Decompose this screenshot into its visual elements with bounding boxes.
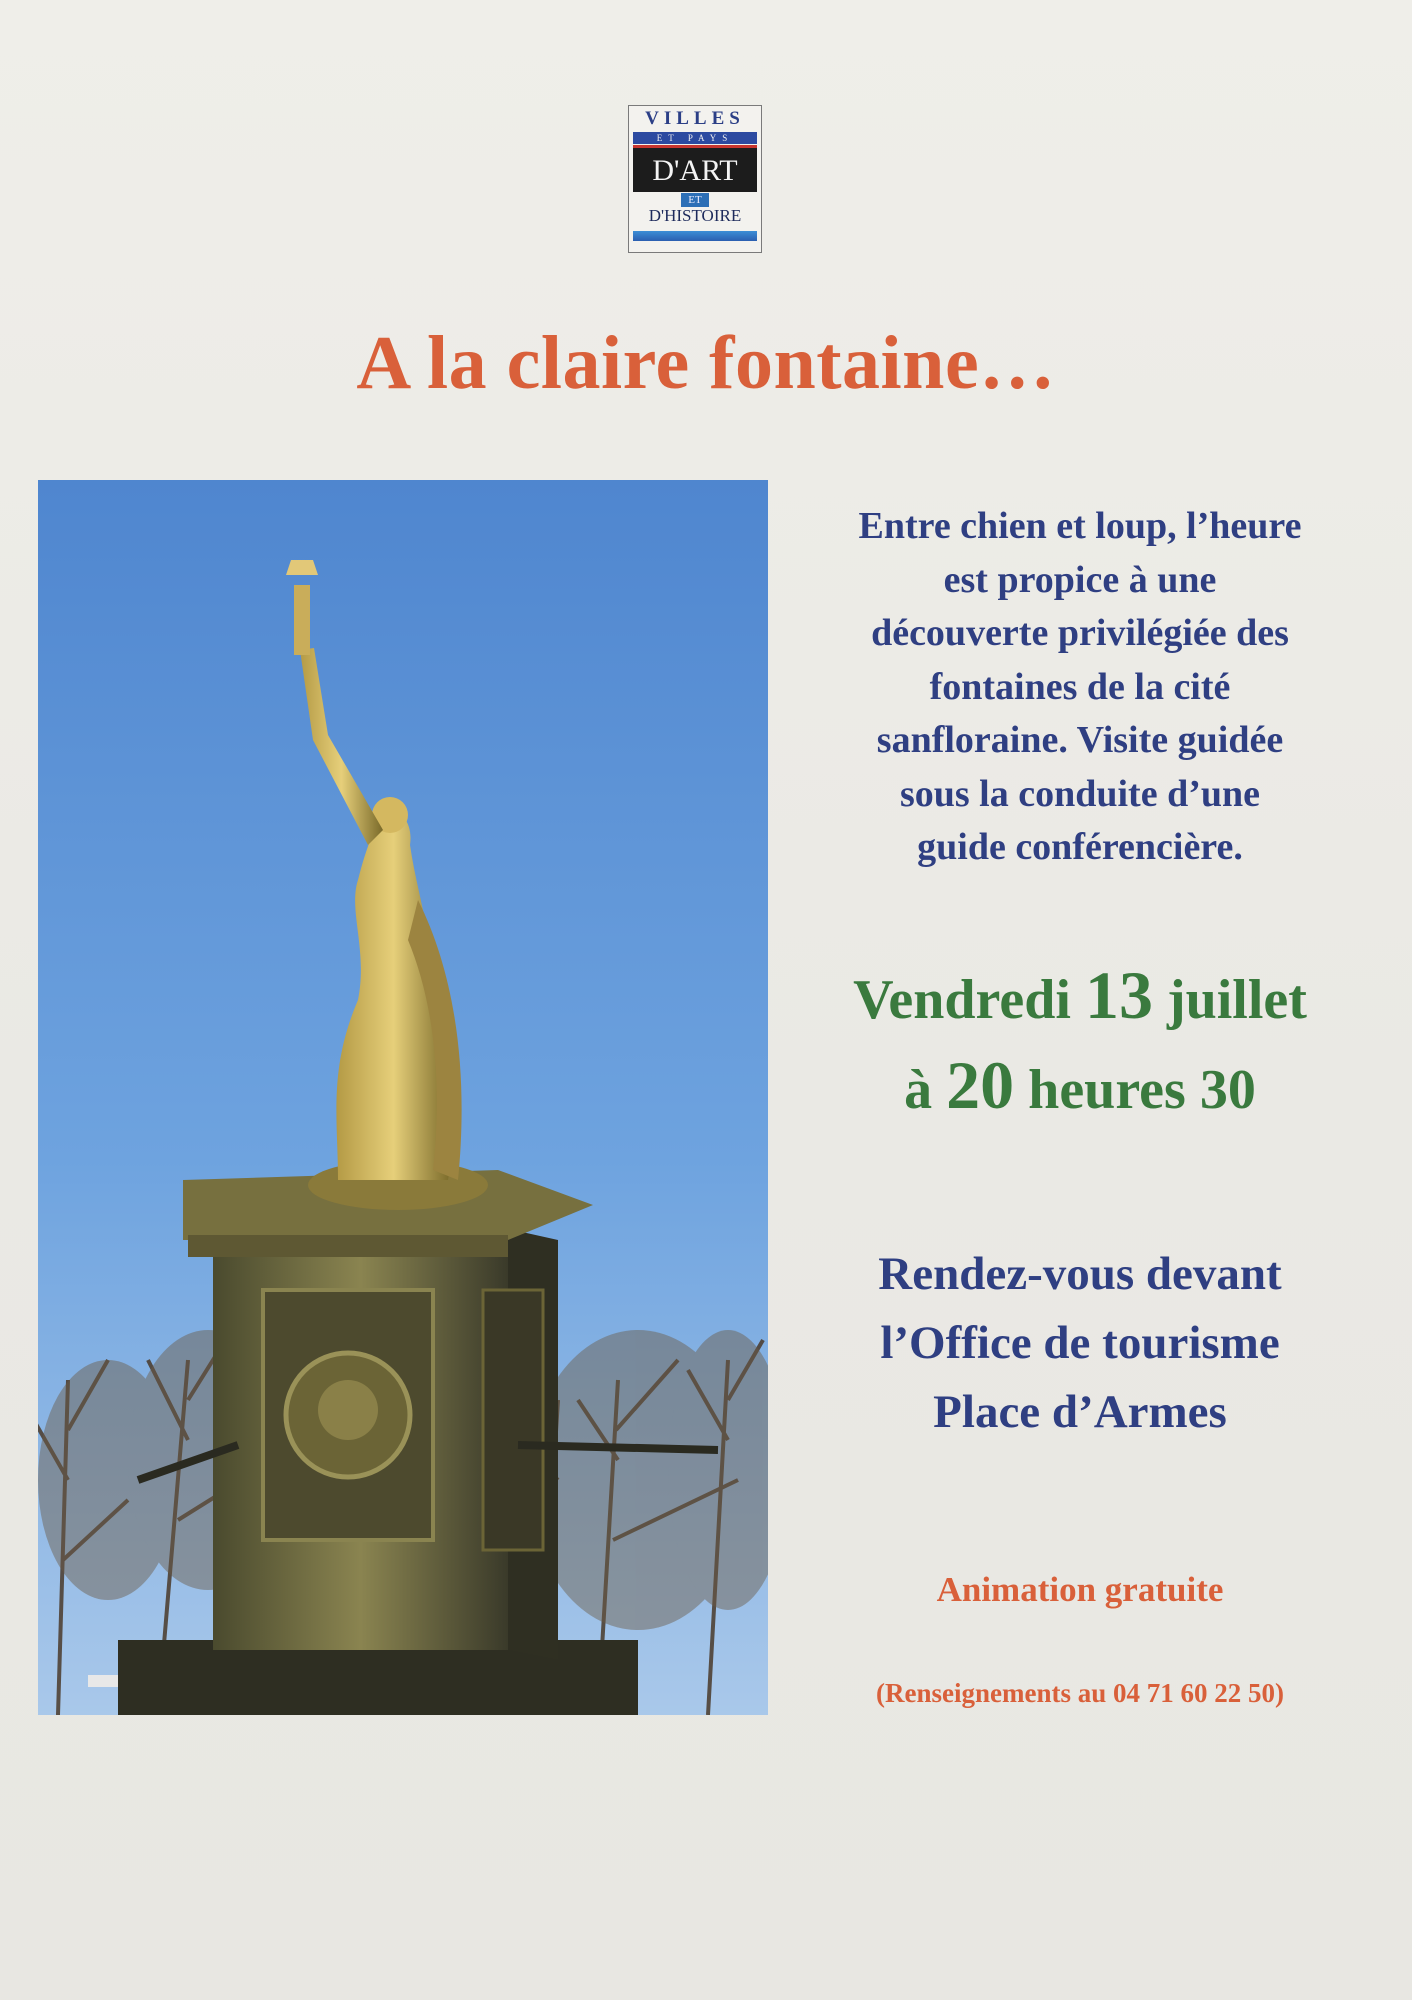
event-time [790, 1045, 1370, 1130]
logo-line-et-pays: ET PAYS [633, 132, 757, 144]
time-minutes: 30 [1199, 1059, 1256, 1121]
event-description [790, 500, 1370, 875]
logo-blue-wave [633, 231, 757, 241]
villes-art-histoire-logo [628, 105, 762, 253]
date-day-number: 13 [1084, 957, 1153, 1033]
meeting-point [790, 1240, 1370, 1447]
time-prefix: à [904, 1059, 933, 1121]
time-hour: 20 [946, 1047, 1015, 1123]
description-line: fontaines de la cité [929, 665, 1231, 708]
meeting-line: Place d’Armes [933, 1386, 1227, 1438]
statue-photo [38, 480, 768, 1715]
description-line: guide conférencière. [917, 826, 1243, 868]
description-line: est propice à une [943, 558, 1217, 601]
description-line: Entre chien et loup, l’heure [858, 505, 1302, 547]
poster-title: A la claire fontaine… [356, 321, 1056, 405]
event-date [790, 955, 1370, 1040]
contact-info: (Renseignements au 04 71 60 22 50) [876, 1678, 1284, 1708]
meeting-line: l’Office de tourisme [880, 1317, 1280, 1369]
free-animation-label: Animation gratuite [936, 1570, 1224, 1609]
meeting-line: Rendez-vous devant [878, 1248, 1282, 1300]
description-line: sous la conduite d’une [899, 772, 1261, 815]
description-line: découverte privilégiée des [871, 612, 1289, 654]
date-month: juillet [1166, 969, 1307, 1031]
description-line: sanfloraine. Visite guidée [876, 719, 1284, 761]
date-day-word: Vendredi [853, 969, 1071, 1031]
logo-line-histoire: D'HISTOIRE [648, 206, 742, 225]
time-hour-word: heures [1028, 1059, 1186, 1121]
logo-line-villes: VILLES [645, 108, 745, 129]
logo-line-et: ET [681, 193, 709, 207]
logo-line-dart: D'ART [633, 148, 757, 192]
